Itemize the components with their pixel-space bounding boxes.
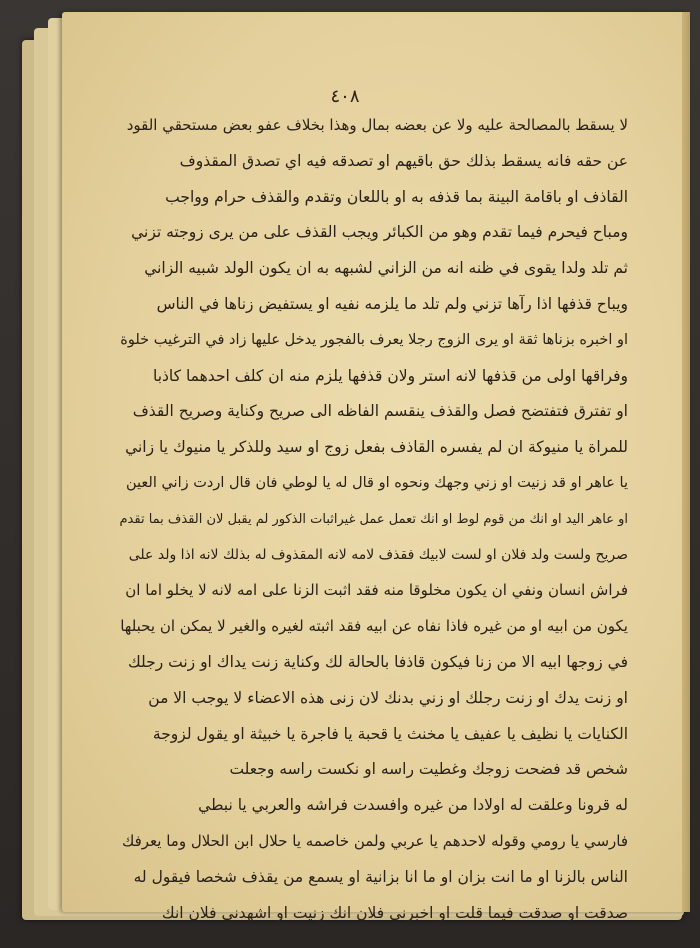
page-number: ٤٠٨ [330,86,360,107]
text-line: الكنايات يا نظيف يا عفيف يا مخنث يا قحبة يا فاجرة يا خبيثة او يقول لزوجة [152,724,628,743]
text-line: او اخبره بزناها ثقة او يرى الزوج رجلا يعرف بالفجور يدخل عليها زاد في الترغيب خلوة [120,331,628,348]
text-line: او تفترق فتفتضح فصل والقذف ينقسم الفاظه الى صريح وكناية وصريح القذف [132,402,628,421]
text-line: الناس بالزنا او ما انت بزان او ما انا بزانية او يسمع من يقذف شخصا فيقول له [133,867,628,886]
text-line: له قرونا وعلقت له اولادا من غيره وافسدت فراشه والعربي يا نبطي [198,796,628,815]
page-gutter [682,12,690,912]
text-line: ومباح فيحرم فيما تقدم وهو من الكبائر ويجب القذف على من يرى زوجته تزني [131,223,628,242]
text-line: صريح ولست ولد فلان او لست لابيك فقذف لامه لانه المقذوف له بذلك لانه اذا ولد على [128,546,628,563]
text-line: فراش انسان ونفي ان يكون مخلوقا منه فقد اثبت الزنا على امه لانه لا يخلو اما ان [125,581,628,600]
manuscript-text [118,108,628,922]
text-line: او زنت يدك او زنت رجلك او زني بدنك لان زنى هذه الاعضاء لا يوجب الا من [148,688,628,707]
text-line: للمراة يا منيوكة ان لم يفسره القاذف بفعل زوج او سيد وللذكر يا منيوك يا زاني [125,438,628,457]
text-line: وفراقها اولى من قذفها لانه استر ولان قذفها يلزم منه ان كلف احدهما كاذبا [152,366,628,385]
text-line: صدقت او صدقت فيما قلت او اخبرني فلان انك زنيت او اشهدني فلان انك [161,903,628,922]
text-line: ثم تلد ولدا يقوى في ظنه انه من الزاني لشبهه به ان يكون الولد شبيه الزاني [144,259,628,278]
text-line: في زوجها ابيه الا من زنا فيكون قاذفا بالحالة لك وكناية زنت يداك او زنت رجلك [127,652,628,671]
text-line: او عاهر اليد او انك من قوم لوط او انك تعمل عمل غيراثبات الذكور لم يقبل لان القذف بما تقدم [119,511,628,527]
text-line: شخص قد فضحت زوجك وغطيت راسه او نكست راسه وجعلت [229,760,628,779]
text-line: عن حقه فانه يسقط بذلك حق باقيهم او تصدقه فيه اي تصدق المقذوف [179,151,628,170]
text-line: لا يسقط بالمصالحة عليه ولا عن بعضه بمال وهذا بخلاف عفو بعض مستحقي القود [126,116,628,134]
text-line: ويباح قذفها اذا رآها تزني ولم تلد ما يلزمه نفيه او يستفيض زناها في الناس [156,294,628,313]
text-line: فارسي يا رومي وقوله لاحدهم يا عربي ولمن خاصمه يا حلال ابن الحلال وما يعرفك [121,831,628,850]
text-line: القاذف او باقامة البينة بما قذفه به او باللعان وتقدم والقذف حرام وواجب [165,187,628,206]
text-line: يا عاهر او قد زنيت او زني وجهك ونحوه او قال له يا لوطي فان قال اردت زاني العين [126,474,628,491]
text-line: يكون من ابيه او من غيره فاذا نفاه عن ابيه فقد اثبته لغيره والغير لا يمكن ان يحبلها [120,617,628,636]
